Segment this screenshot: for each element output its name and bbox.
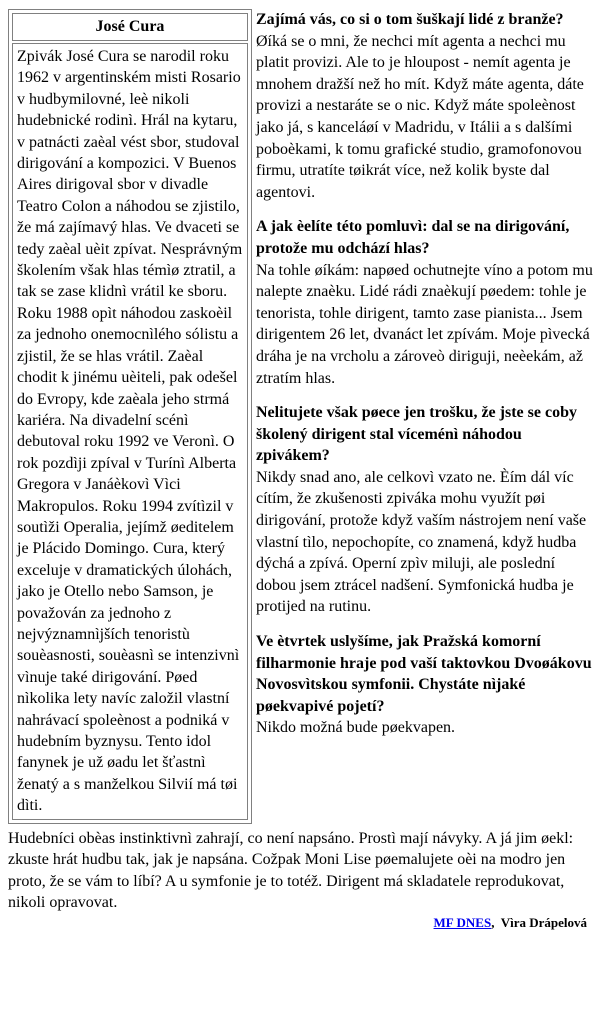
biography-box xyxy=(8,9,252,824)
interview-answer: Na tohle øíkám: napøed ochutnejte víno a potom mu nalepte znaèku. Lidé rádi znaèkují pøedem: tohle je tenorista, tohle dirigent, tamto zase pianista... Jsem dirigentem 26 let, dvanáct let zpívám. Moje pìvecká dráha je na vrcholu a zároveò diriguji, neèekám, až ztratím hlas. xyxy=(256,261,593,387)
interview-answer: Nikdo možná bude pøekvapen. xyxy=(256,719,456,737)
page xyxy=(8,9,595,931)
biography-title: José Cura xyxy=(12,13,248,41)
interview-question: Ve ètvrtek uslyšíme, jak Pražská komorní filharmonie hraje pod vaší taktovkou Dvoøákovu Novosvìtskou symfonii. Chystáte nìjaké pøekvapivé pojetí? xyxy=(256,633,592,715)
interview-question: Zajímá vás, co si o tom šuškají lidé z branže? xyxy=(256,11,564,28)
biography-table xyxy=(10,11,250,822)
interview-question: Nelitujete však pøece jen trošku, že jste se coby školený dirigent stal víceménì náhodou zpivákem? xyxy=(256,404,577,465)
interview-answer-continuation: Hudebníci obèas instinktivnì zahrají, co není napsáno. Prostì mají návyky. A já jim øekl: zkuste hrát hudbu tak, jak je napsána. Cožpak Moni Lise pøemalujete oèi na modro jen proto, že se vám to líbí? A u symfonie je to totéž. Dirigent má skladatele reprodukovat, nikoli opravovat. xyxy=(8,829,574,912)
article-signature xyxy=(8,915,595,931)
author-name: Vìra Drápelová xyxy=(500,915,587,930)
source-link[interactable]: MF DNES xyxy=(433,915,492,930)
interview-answer: Øíká se o mni, že nechci mít agenta a nechci mu platit provizi. Ale to je hloupost - nemít agenta je mnohem dražší než ho mít. Když máte agenta, dáte provizi a nestaráte se o nic. Když máte spoleènost jako já, s kanceláøí v Madridu, v Itálii a s dalšími poboèkami, k tomu grafické studio, gramofonovou firmu, utratíte tøikrát více, než kolik byste dal agentovi. xyxy=(256,32,584,201)
interview-answer: Nikdy snad ano, ale celkovì vzato ne. Èím dál víc cítím, že zkušenosti zpiváka mohu využít pøi dirigování, protože když vaším nástrojem není vaše vlastní tìlo, nepochopíte, co znamená, když hudba dýchá a zpívá. Operní zpìv miluji, ale poslední dobou jsem ztrácel nadšení. Symfonická hudba je protijed na rutinu. xyxy=(256,468,587,616)
signature-separator: , xyxy=(491,915,495,930)
interview-question: A jak èelíte této pomluvì: dal se na dirigování, protože mu odchází hlas? xyxy=(256,218,570,257)
biography-text: Zpivák José Cura se narodil roku 1962 v argentinském misti Rosario v hudbymilovné, leè nikoli hudebnické rodinì. Hrál na kytaru, v patnácti zaèal vést sbor, studoval dirigování a kompozici. V Buenos Aires dirigoval sbor v divadle Teatro Colon a náhodou se zjistilo, že má zajímavý hlas. Ve dvaceti se tedy zaèal uèit zpívat. Nesprávným školením však hlas témìø ztratil, a tak se zase klidnì vrátil ke sboru. Roku 1988 opìt náhodou zaskoèil za jednoho onemocnìlého sólistu a zjistil, že se hlas vrátil. Zaèal chodit k jinému uèiteli, pak odešel do Evropy, kde zaèala jeho strmá kariéra. Na divadelní scénì debutoval roku 1992 ve Veronì. O rok pozdìji zpíval v Turínì Alberta Gregora v Janáèkovì Vìci Makropulos. Roku 1994 zvítìzil v soutìži Operalia, jejímž øeditelem je Plácido Domingo. Cura, který exceluje v dramatických úlohách, jako je Otello nebo Samson, je považován za jednoho z nejvýznamnìjších tenoristù souèasnosti, souèasnì se intenzivnì vìnuje také dirigování. Pøed nìkolika lety navíc založil vlastní nahrávací spoleènost a podniká v hudebním byznysu. Tento idol fanynek je už øadu let šťastnì ženatý a s manželkou Silvií má tøi dìti. xyxy=(12,43,248,820)
